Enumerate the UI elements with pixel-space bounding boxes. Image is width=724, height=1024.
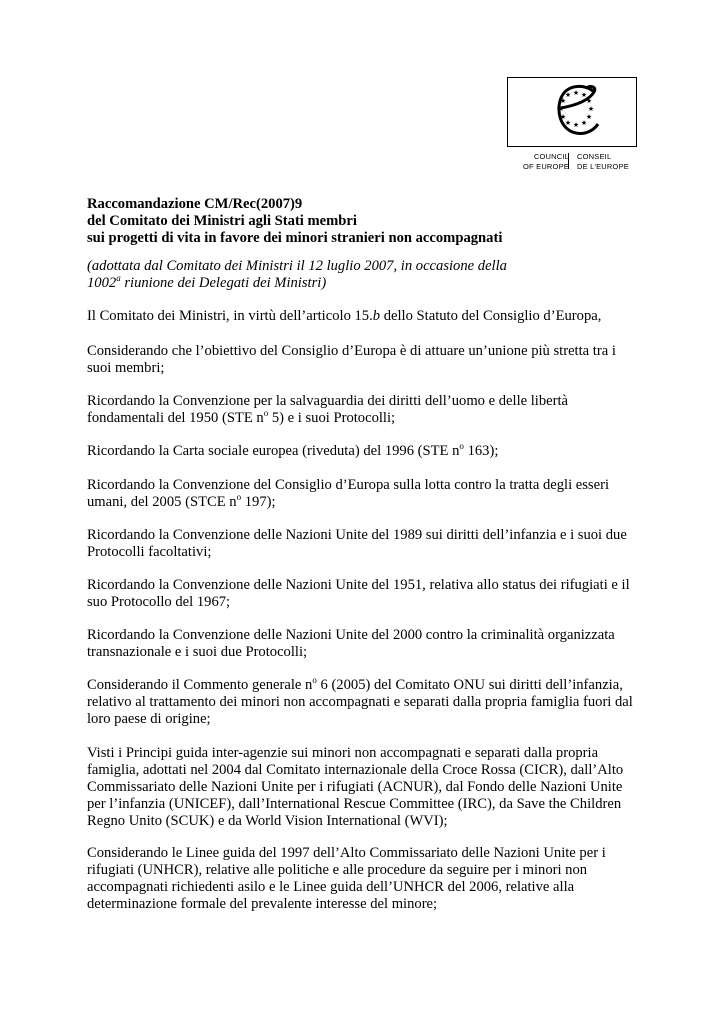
title-line2: del Comitato dei Ministri agli Stati membri: [87, 213, 357, 229]
p3-line2-sup: o: [263, 408, 269, 418]
p11-line3: accompagnati richiedenti asilo e le Linee guida dell’UNHCR del 2006, relative alla: [87, 879, 575, 895]
p1-post: dello Statuto del Consiglio d’Europa,: [380, 308, 602, 324]
paragraph-6: [87, 527, 639, 561]
p4-post: 163);: [463, 443, 499, 459]
p5-line2-pre: umani, del 2005 (STCE n: [87, 494, 237, 510]
p9-line3: loro paese di origine;: [87, 711, 211, 727]
adopted-line2-pre: 1002: [87, 275, 117, 291]
p6-line1: Ricordando la Convenzione delle Nazioni Unite del 1989 sui diritti dell’infanzia e i suoi due: [87, 527, 627, 543]
p3-line2-post: 5) e i suoi Protocolli;: [268, 410, 396, 426]
p10-line3: Commissariato delle Nazioni Unite per i rifugiati (ACNUR), dal Fondo delle Nazioni Unite: [87, 779, 623, 795]
title-line3: sui progetti di vita in favore dei minori stranieri non accompagnati: [87, 230, 503, 246]
svg-text:★: ★: [559, 97, 567, 105]
logo-label-fr: [573, 152, 639, 171]
paragraph-11: [87, 845, 639, 913]
p9-line2: relativo al trattamento dei minori non accompagnati e separati dalla propria famiglia fuori dal: [87, 694, 633, 710]
document-title: [87, 196, 639, 247]
svg-text:★: ★: [587, 105, 595, 113]
adopted-line2-sup: a: [116, 273, 121, 283]
paragraph-9: [87, 677, 639, 728]
p6-line2: Protocolli facoltativi;: [87, 544, 212, 560]
p1-italic: b: [372, 308, 381, 324]
p9-line1-sup: o: [312, 675, 317, 685]
p3-line1: Ricordando la Convenzione per la salvaguardia dei diritti dell’uomo e delle libertà: [87, 393, 569, 409]
logo-labels: [507, 152, 639, 171]
paragraph-1: [87, 308, 639, 325]
logo-label-en: [507, 152, 573, 171]
p7-line1: Ricordando la Convenzione delle Nazioni Unite del 1951, relativa allo status dei rifugiati e il: [87, 577, 630, 593]
p10-line1: Visti i Principi guida inter-agenzie sui minori non accompagnati e separati dalla propria: [87, 745, 599, 761]
p8-line2: transnazionale e i suoi due Protocolli;: [87, 644, 308, 660]
p9-line1-pre: Considerando il Commento generale n: [87, 677, 313, 693]
adoption-line1: (adottata dal Comitato dei Ministri il 12 luglio 2007, in occasione della: [87, 258, 507, 274]
p7-line2: suo Protocollo del 1967;: [87, 594, 231, 610]
svg-text:★: ★: [564, 119, 572, 127]
p5-line1: Ricordando la Convenzione del Consiglio d’Europa sulla lotta contro la tratta degli esseri: [87, 477, 609, 493]
p3-line2-pre: fondamentali del 1950 (STE n: [87, 410, 264, 426]
adoption-line2: [87, 275, 639, 292]
text-line: [87, 410, 395, 426]
svg-text:★: ★: [572, 89, 580, 97]
paragraph-2: [87, 343, 639, 377]
p2-line1: Considerando che l’obiettivo del Consiglio d’Europa è di attuare un’unione più stretta tra i: [87, 343, 616, 359]
paragraph-3: [87, 393, 639, 427]
logo-label-en-line1: COUNCIL: [533, 152, 569, 161]
logo-label-fr-line1: CONSEIL: [577, 152, 612, 161]
svg-text:★: ★: [585, 97, 593, 105]
p4-sup: o: [459, 441, 464, 451]
p11-line4: determinazione formale del prevalente interesse del minore;: [87, 896, 438, 912]
p1-pre: Il Comitato dei Ministri, in virtù dell’articolo 15.: [87, 308, 373, 324]
text-line: [87, 494, 276, 510]
svg-text:★: ★: [557, 105, 565, 113]
paragraph-10: [87, 745, 639, 830]
paragraph-8: [87, 627, 639, 661]
paragraph-7: [87, 577, 639, 611]
p11-line1: Considerando le Linee guida del 1997 dell’Alto Commissariato delle Nazioni Unite per i: [87, 845, 606, 861]
adoption-note: [87, 258, 639, 292]
adopted-line2-post: riunione dei Delegati dei Ministri): [120, 275, 327, 291]
svg-text:★: ★: [572, 121, 580, 129]
p5-line2-post: 197);: [241, 494, 276, 510]
svg-text:★: ★: [564, 91, 572, 99]
p5-line2-sup: o: [236, 492, 242, 502]
svg-text:★: ★: [580, 91, 588, 99]
paragraph-5: [87, 477, 639, 511]
p10-line4: per l’infanzia (UNICEF), dall’International Rescue Committee (IRC), da Save the Children: [87, 796, 622, 812]
p11-line2: rifugiati (UNHCR), relative alle politiche e alle procedure da seguire per i minori non: [87, 862, 588, 878]
council-of-europe-logo: [507, 77, 637, 147]
p8-line1: Ricordando la Convenzione delle Nazioni Unite del 2000 contro la criminalità organizzata: [87, 627, 615, 643]
p10-line5: Regno Unito (SCUK) e da World Vision International (WVI);: [87, 813, 448, 829]
council-of-europe-icon: [508, 78, 638, 148]
p2-line2: suoi membri;: [87, 360, 165, 376]
logo-label-en-line2: OF EUROPE: [523, 161, 569, 171]
logo-label-fr-line2: DE L'EUROPE: [577, 161, 629, 171]
p10-line2: famiglia, adottati nel 2004 dal Comitato internazionale della Croce Rossa (CICR), dall’Alto: [87, 762, 624, 778]
svg-text:★: ★: [585, 113, 593, 121]
svg-text:★: ★: [559, 113, 567, 121]
svg-text:★: ★: [580, 119, 588, 127]
paragraph-4: [87, 443, 639, 460]
p9-line1-post: 6 (2005) del Comitato ONU sui diritti dell’infanzia,: [316, 677, 623, 693]
text-line: [87, 677, 623, 693]
title-line1: Raccomandazione CM/Rec(2007)9: [87, 196, 303, 212]
p4-pre: Ricordando la Carta sociale europea (riveduta) del 1996 (STE n: [87, 443, 460, 459]
